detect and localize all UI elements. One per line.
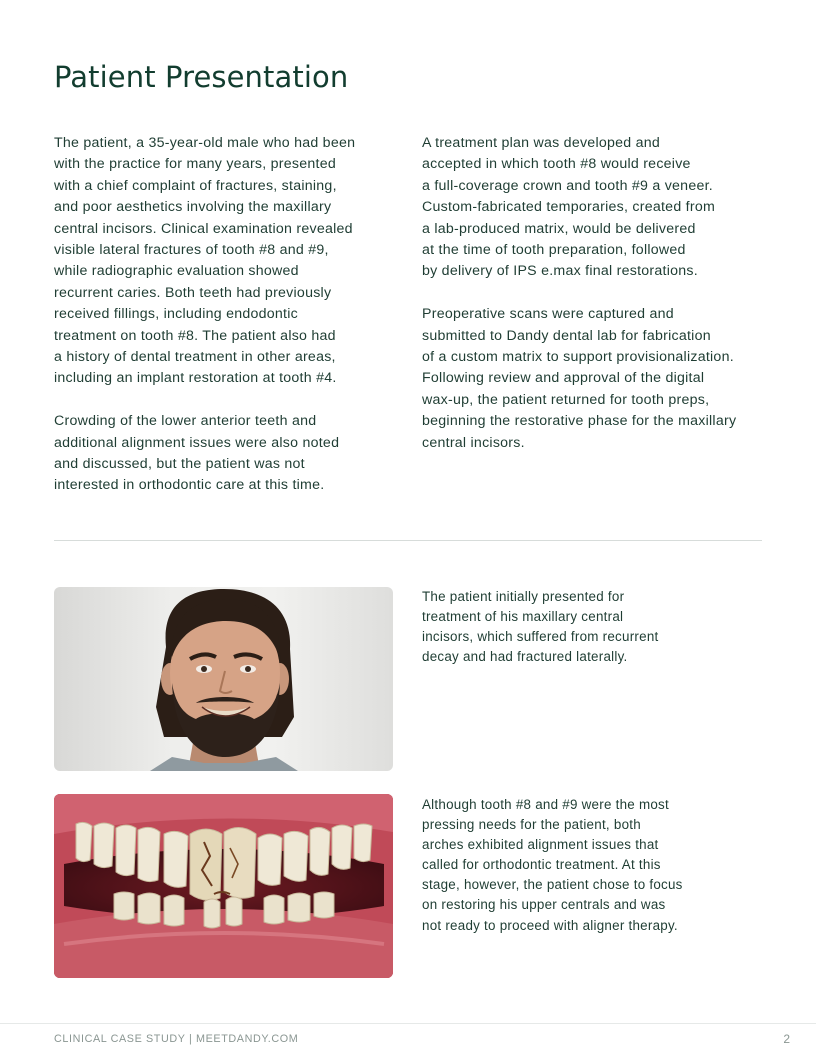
caption-line: Although tooth #8 and #9 were the most [422, 797, 669, 812]
text-line: while radiographic evaluation showed [54, 263, 299, 280]
caption-line: pressing needs for the patient, both [422, 817, 641, 833]
intraoral-teeth-photo [54, 794, 393, 978]
caption-line: not ready to proceed with aligner therapy. [422, 917, 678, 933]
text-line: a full-coverage crown and tooth #9 a veneer. [422, 177, 713, 194]
right-text-column [422, 133, 772, 475]
text-line: at the time of tooth preparation, followed [422, 242, 686, 259]
caption-line: stage, however, the patient chose to focus [422, 877, 683, 893]
caption-line: on restoring his upper centrals and was [422, 897, 666, 913]
caption-line: treatment of his maxillary central [422, 609, 624, 625]
body-paragraph [54, 133, 394, 390]
caption-line: called for orthodontic treatment. At this [422, 857, 661, 873]
body-paragraph [422, 133, 772, 283]
left-text-column [54, 133, 394, 518]
page-title: Patient Presentation [54, 60, 349, 94]
section-divider [54, 540, 762, 541]
text-line: central incisors. [422, 434, 525, 451]
text-line: and discussed, but the patient was not [54, 456, 305, 473]
caption-line: decay and had fractured laterally. [422, 649, 628, 665]
text-line: Custom-fabricated temporaries, created from [422, 199, 716, 216]
text-line: The patient, a 35-year-old male who had been [54, 135, 356, 151]
text-line: wax-up, the patient returned for tooth preps, [422, 391, 710, 408]
caption-line: The patient initially presented for [422, 589, 625, 604]
text-line: accepted in which tooth #8 would receive [422, 156, 691, 173]
footer-divider [0, 1023, 816, 1024]
text-line: with a chief complaint of fractures, staining, [54, 177, 337, 194]
text-line: A treatment plan was developed and [422, 135, 661, 151]
text-line: treatment on tooth #8. The patient also had [54, 327, 336, 344]
footer-label: CLINICAL CASE STUDY | MEETDANDY.COM [54, 1033, 299, 1045]
text-line: recurrent caries. Both teeth had previously [54, 284, 332, 301]
text-line: of a custom matrix to support provisionalization. [422, 349, 734, 366]
text-line: Following review and approval of the digital [422, 370, 705, 387]
body-paragraph [422, 304, 772, 454]
text-line: beginning the restorative phase for the maxillary [422, 413, 737, 430]
caption-line: incisors, which suffered from recurrent [422, 629, 659, 645]
text-line: by delivery of IPS e.max final restorations. [422, 263, 698, 280]
text-line: including an implant restoration at tooth #4. [54, 370, 337, 387]
caption-line: arches exhibited alignment issues that [422, 837, 659, 853]
text-line: submitted to Dandy dental lab for fabrication [422, 327, 711, 344]
text-line: Crowding of the lower anterior teeth and [54, 413, 317, 430]
portrait-caption [422, 587, 752, 667]
body-paragraph [54, 411, 394, 497]
page-number: 2 [783, 1032, 790, 1046]
teeth-caption [422, 795, 752, 936]
text-line: received fillings, including endodontic [54, 306, 298, 323]
text-line: central incisors. Clinical examination revealed [54, 220, 353, 237]
text-line: interested in orthodontic care at this time. [54, 477, 325, 494]
text-line: visible lateral fractures of tooth #8 and #9, [54, 242, 329, 259]
text-line: with the practice for many years, presented [54, 156, 337, 173]
text-line: a history of dental treatment in other areas, [54, 349, 336, 366]
text-line: additional alignment issues were also noted [54, 434, 340, 451]
text-line: and poor aesthetics involving the maxillary [54, 199, 332, 216]
text-line: a lab-produced matrix, would be delivered [422, 220, 696, 237]
patient-portrait-photo [54, 587, 393, 771]
text-line: Preoperative scans were captured and [422, 306, 674, 323]
